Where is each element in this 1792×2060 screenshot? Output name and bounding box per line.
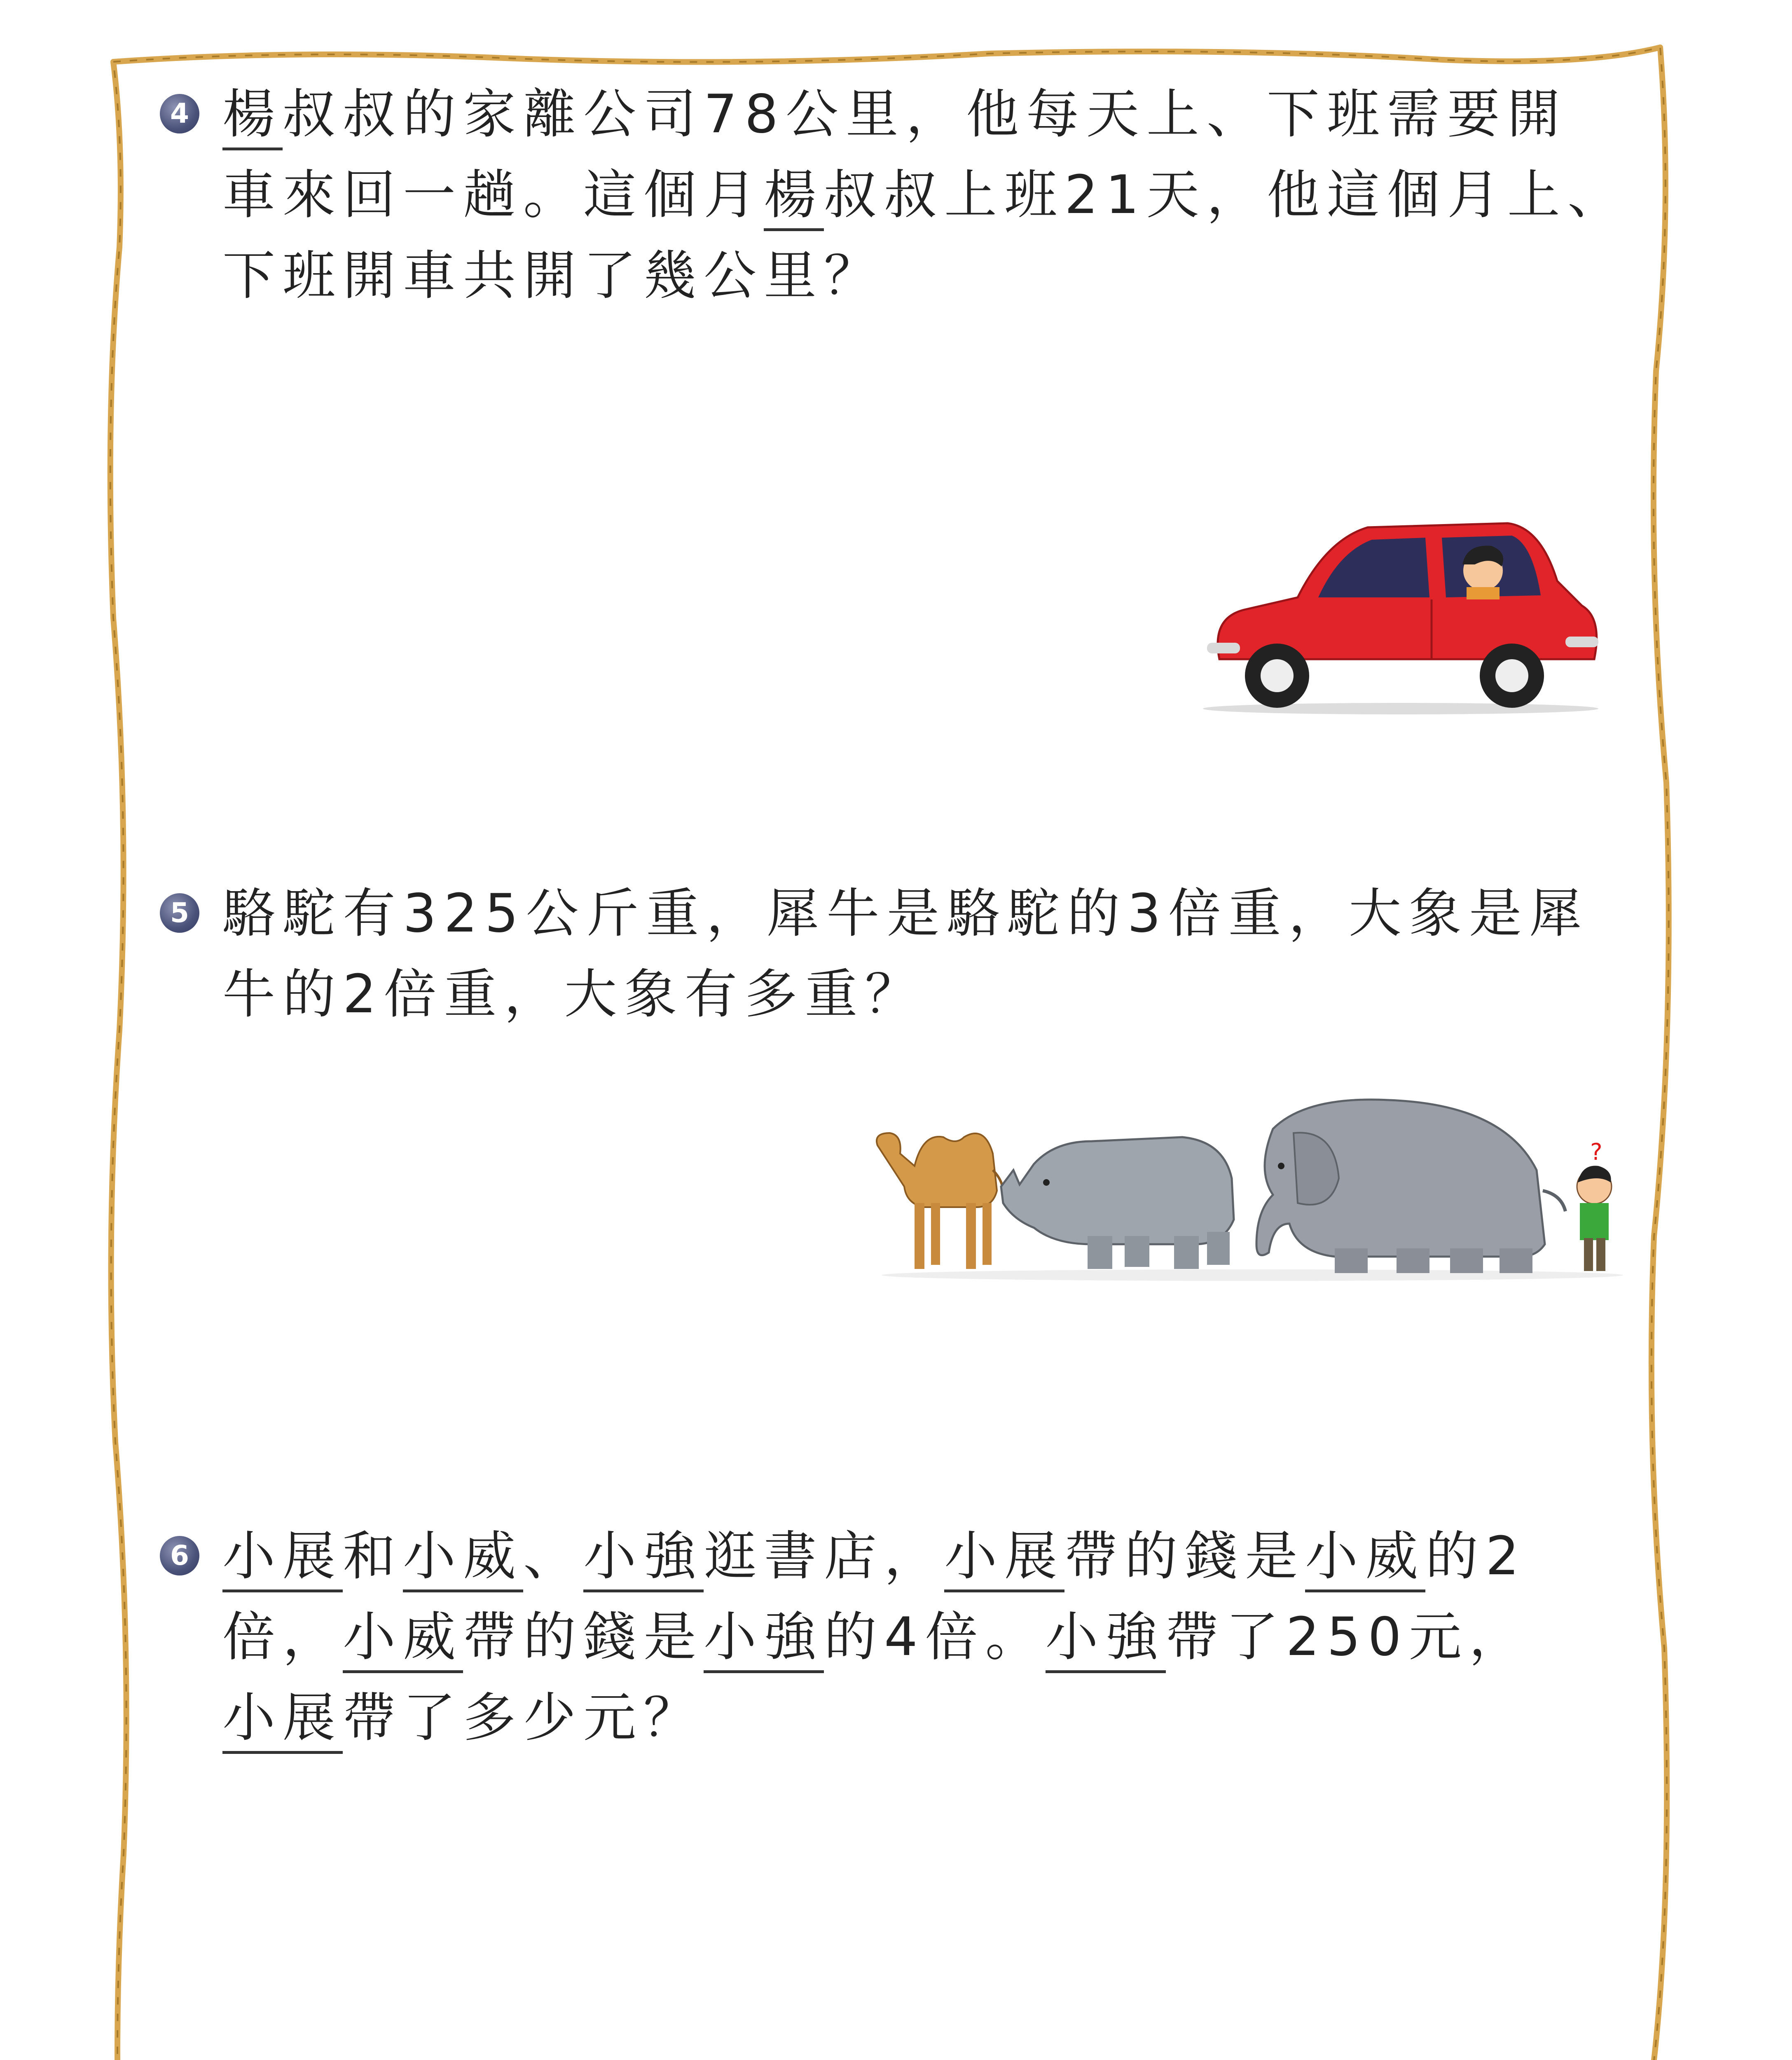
problem-number-badge: 6 (160, 1536, 199, 1575)
problem-number-badge: 4 (160, 94, 199, 133)
problem-5 (170, 873, 1640, 1035)
person-name: 楊 (764, 164, 824, 231)
person-name: 小展 (222, 1526, 343, 1592)
boy (1577, 1139, 1612, 1271)
person-name: 小展 (944, 1526, 1064, 1592)
person-name: 小展 (222, 1687, 343, 1754)
person-name: 小強 (704, 1606, 824, 1673)
person-name: 小威 (403, 1526, 523, 1592)
person-name: 小威 (1305, 1526, 1425, 1592)
problem-4 (170, 74, 1640, 316)
problem-text-line: 楊叔叔的家離公司78公里，他每天上、下班需要開 (173, 74, 1640, 155)
question-mark: ? (1590, 1139, 1603, 1166)
problem-text-line: 車來回一趟。這個月楊叔叔上班21天，他這個月上、 (173, 155, 1640, 236)
car-illustration (1195, 494, 1607, 725)
problem-text-line: 牛的2倍重，大象有多重？ (222, 964, 925, 1025)
problem-number-badge: 5 (160, 893, 199, 933)
problem-text-line: 倍，小威帶的錢是小強的4倍。小強帶了250元， (173, 1597, 1640, 1678)
person-name: 楊 (222, 84, 283, 150)
person-name: 小強 (1046, 1606, 1166, 1673)
problem-6 (170, 1516, 1640, 1758)
elephant (1256, 1100, 1565, 1273)
person-name: 小威 (343, 1606, 463, 1673)
animals-illustration (861, 1088, 1635, 1302)
problem-text-line: 駱駝有325公斤重，犀牛是駱駝的3倍重，大象是犀 (222, 883, 1589, 944)
camel (877, 1133, 1004, 1269)
problem-text-line: 小展和小威、小強逛書店，小展帶的錢是小威的2 (173, 1516, 1640, 1597)
person-name: 小強 (583, 1526, 704, 1592)
rhino (1001, 1137, 1234, 1269)
problem-text-line: 下班開車共開了幾公里？ (222, 245, 884, 307)
problem-text-line: 小展帶了多少元？ (173, 1678, 1640, 1758)
